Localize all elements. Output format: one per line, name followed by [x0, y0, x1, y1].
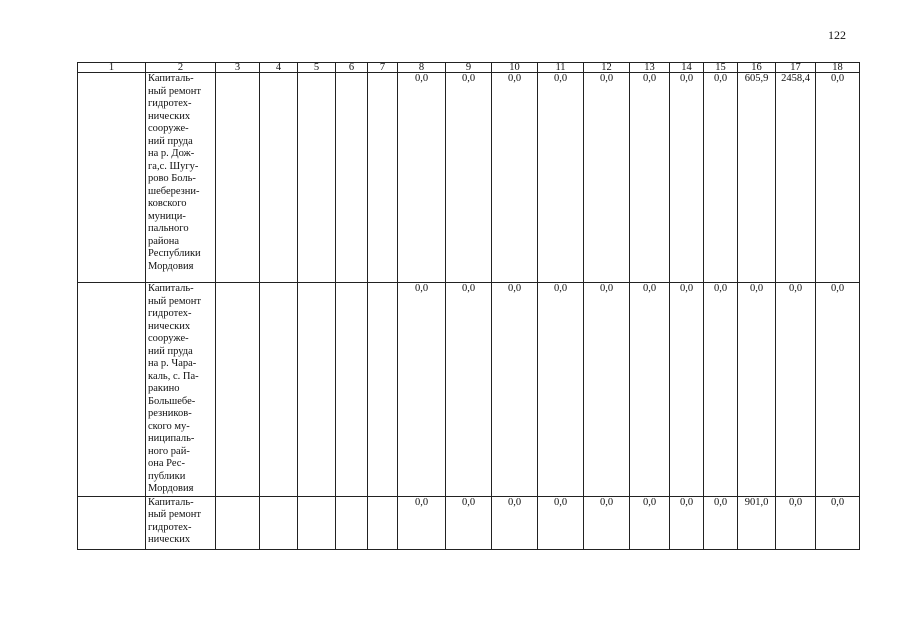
value-cell: 0,0 [670, 73, 704, 283]
value-cell: 0,0 [538, 73, 584, 283]
column-header: 2 [146, 63, 216, 73]
column-header: 13 [630, 63, 670, 73]
data-table [77, 62, 860, 550]
column-header: 16 [738, 63, 776, 73]
cell-col-1 [78, 283, 146, 497]
column-header: 7 [368, 63, 398, 73]
column-header: 14 [670, 63, 704, 73]
column-header: 5 [298, 63, 336, 73]
description-line: пального [148, 223, 189, 234]
column-header: 18 [816, 63, 860, 73]
value-cell: 0,0 [776, 283, 816, 497]
description-line: ского му- [148, 420, 190, 432]
description-line: ный ремонт [148, 509, 201, 520]
value-cell: 0,0 [816, 73, 860, 283]
description-line: ковского [148, 198, 187, 209]
cell-col-3 [216, 283, 260, 497]
value-cell: 0,0 [670, 283, 704, 497]
description-line: ный ремонт [148, 85, 201, 97]
value-cell: 0,0 [584, 283, 630, 497]
description-line: га,с. Шугу- [148, 160, 199, 172]
description-line: района [148, 235, 180, 247]
column-header: 6 [336, 63, 368, 73]
value-cell: 0,0 [738, 283, 776, 497]
value-cell: 0,0 [816, 283, 860, 497]
cell-col-6 [336, 283, 368, 497]
cell-col-4 [260, 283, 298, 497]
description-line: Мордовия [148, 483, 194, 494]
description-line: гидротех- [148, 308, 192, 319]
column-header: 12 [584, 63, 630, 73]
value-cell: 0,0 [776, 496, 816, 549]
description-line: ний пруда [148, 345, 193, 357]
value-cell: 0,0 [704, 73, 738, 283]
description-line: шеберезни- [148, 185, 200, 197]
value-cell: 0,0 [704, 496, 738, 549]
value-cell: 0,0 [398, 283, 446, 497]
description-line: она Рес- [148, 458, 185, 469]
table-row [78, 73, 860, 283]
row-description [146, 496, 216, 549]
description-line: гидротех- [148, 98, 192, 109]
value-cell: 0,0 [492, 283, 538, 497]
value-cell: 0,0 [398, 73, 446, 283]
description-line: ный ремонт [148, 295, 201, 307]
value-cell: 0,0 [492, 73, 538, 283]
cell-col-6 [336, 73, 368, 283]
value-cell: 0,0 [630, 496, 670, 549]
description-line: Капиталь- [148, 496, 194, 508]
value-cell: 901,0 [738, 496, 776, 549]
description-line: гидротех- [148, 521, 192, 533]
cell-col-3 [216, 496, 260, 549]
cell-col-1 [78, 73, 146, 283]
table-row [78, 283, 860, 497]
column-header: 15 [704, 63, 738, 73]
column-header: 9 [446, 63, 492, 73]
column-header: 8 [398, 63, 446, 73]
value-cell: 0,0 [670, 496, 704, 549]
value-cell: 2458,4 [776, 73, 816, 283]
column-header: 17 [776, 63, 816, 73]
description-line: публики [148, 470, 186, 482]
cell-col-5 [298, 73, 336, 283]
description-line: муници- [148, 210, 186, 222]
column-header: 4 [260, 63, 298, 73]
description-line: сооруже- [148, 333, 189, 344]
value-cell: 0,0 [704, 283, 738, 497]
value-cell: 0,0 [630, 73, 670, 283]
column-header: 3 [216, 63, 260, 73]
description-line: нических [148, 534, 191, 545]
value-cell: 0,0 [584, 496, 630, 549]
description-line: ракино [148, 383, 180, 394]
description-line: на р. Дож- [148, 148, 195, 159]
value-cell: 0,0 [492, 496, 538, 549]
cell-col-7 [368, 496, 398, 549]
value-cell: 605,9 [738, 73, 776, 283]
description-line: сооруже- [148, 123, 189, 134]
description-line: Капиталь- [148, 73, 194, 84]
value-cell: 0,0 [398, 496, 446, 549]
column-header: 1 [78, 63, 146, 73]
description-line: резников- [148, 408, 192, 419]
description-line: ний пруда [148, 135, 193, 147]
cell-col-6 [336, 496, 368, 549]
cell-col-3 [216, 73, 260, 283]
description-line: ного рай- [148, 445, 190, 457]
cell-col-5 [298, 283, 336, 497]
value-cell: 0,0 [630, 283, 670, 497]
description-line: рово Боль- [148, 173, 196, 184]
description-line: ниципаль- [148, 433, 195, 444]
description-line: нических [148, 320, 191, 332]
cell-col-7 [368, 73, 398, 283]
row-description [146, 73, 216, 283]
value-cell: 0,0 [446, 496, 492, 549]
cell-col-7 [368, 283, 398, 497]
description-line: каль, с. Па- [148, 370, 199, 382]
description-line: Мордовия [148, 260, 194, 272]
value-cell: 0,0 [538, 496, 584, 549]
description-line: Капиталь- [148, 283, 194, 294]
value-cell: 0,0 [446, 283, 492, 497]
page-number: 122 [828, 28, 846, 42]
cell-col-5 [298, 496, 336, 549]
cell-col-1 [78, 496, 146, 549]
column-header: 11 [538, 63, 584, 73]
description-line: Большебе- [148, 395, 196, 407]
table-row [78, 496, 860, 549]
value-cell: 0,0 [816, 496, 860, 549]
value-cell: 0,0 [446, 73, 492, 283]
description-line: нических [148, 110, 191, 122]
header-row [78, 63, 860, 73]
cell-col-4 [260, 496, 298, 549]
description-line: на р. Чара- [148, 358, 197, 369]
column-header: 10 [492, 63, 538, 73]
row-description [146, 283, 216, 497]
cell-col-4 [260, 73, 298, 283]
value-cell: 0,0 [538, 283, 584, 497]
description-line: Республики [148, 248, 201, 259]
value-cell: 0,0 [584, 73, 630, 283]
